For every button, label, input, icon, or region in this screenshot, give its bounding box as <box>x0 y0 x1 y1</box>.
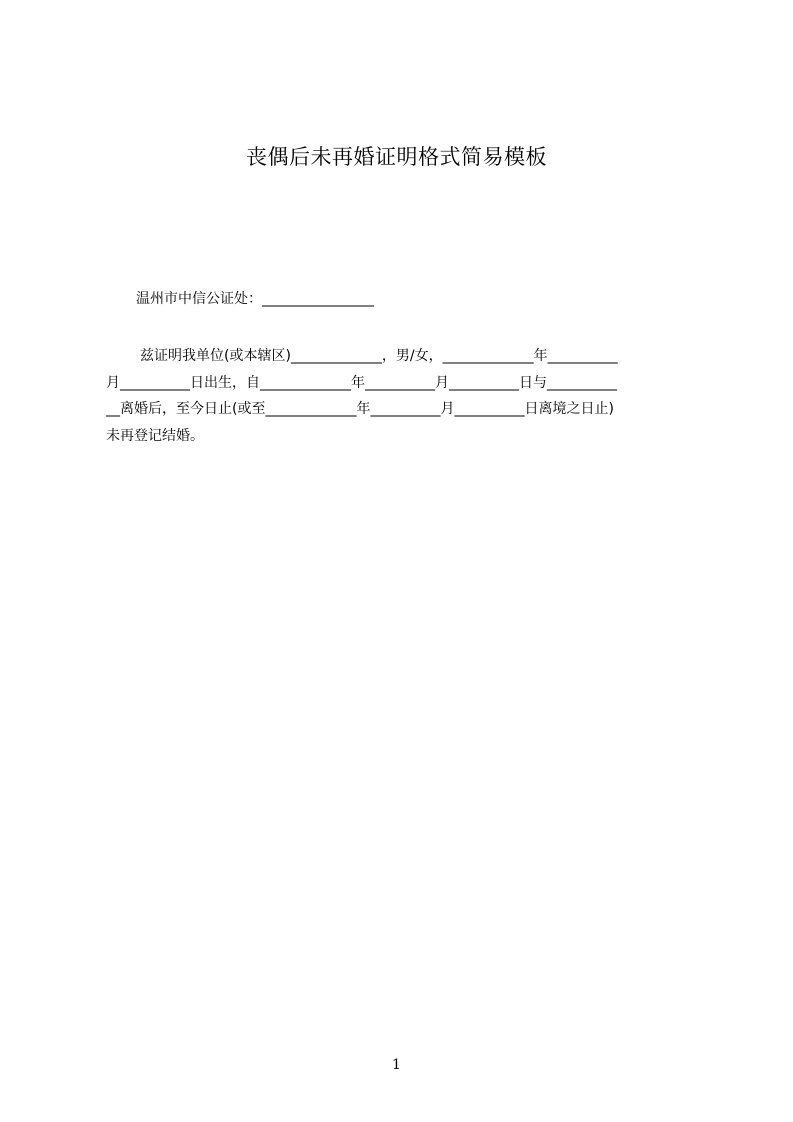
body-line: 未再登记结婚。 <box>106 427 204 444</box>
addressee-line: 温州市中信公证处：________________ <box>136 291 374 307</box>
page-number: 1 <box>392 1057 401 1073</box>
certificate-body <box>106 343 702 449</box>
body-line: __离婚后，至今日止(或至_____________年__________月__________日离境之日止) <box>106 401 614 417</box>
body-line: 兹证明我单位(或本辖区)_____________，男/女，_____________年__________ <box>140 348 618 364</box>
document-title: 丧偶后未再婚证明格式简易模板 <box>246 145 547 169</box>
body-line: 月__________日出生，自_____________年__________月__________日与__________ <box>106 374 617 391</box>
